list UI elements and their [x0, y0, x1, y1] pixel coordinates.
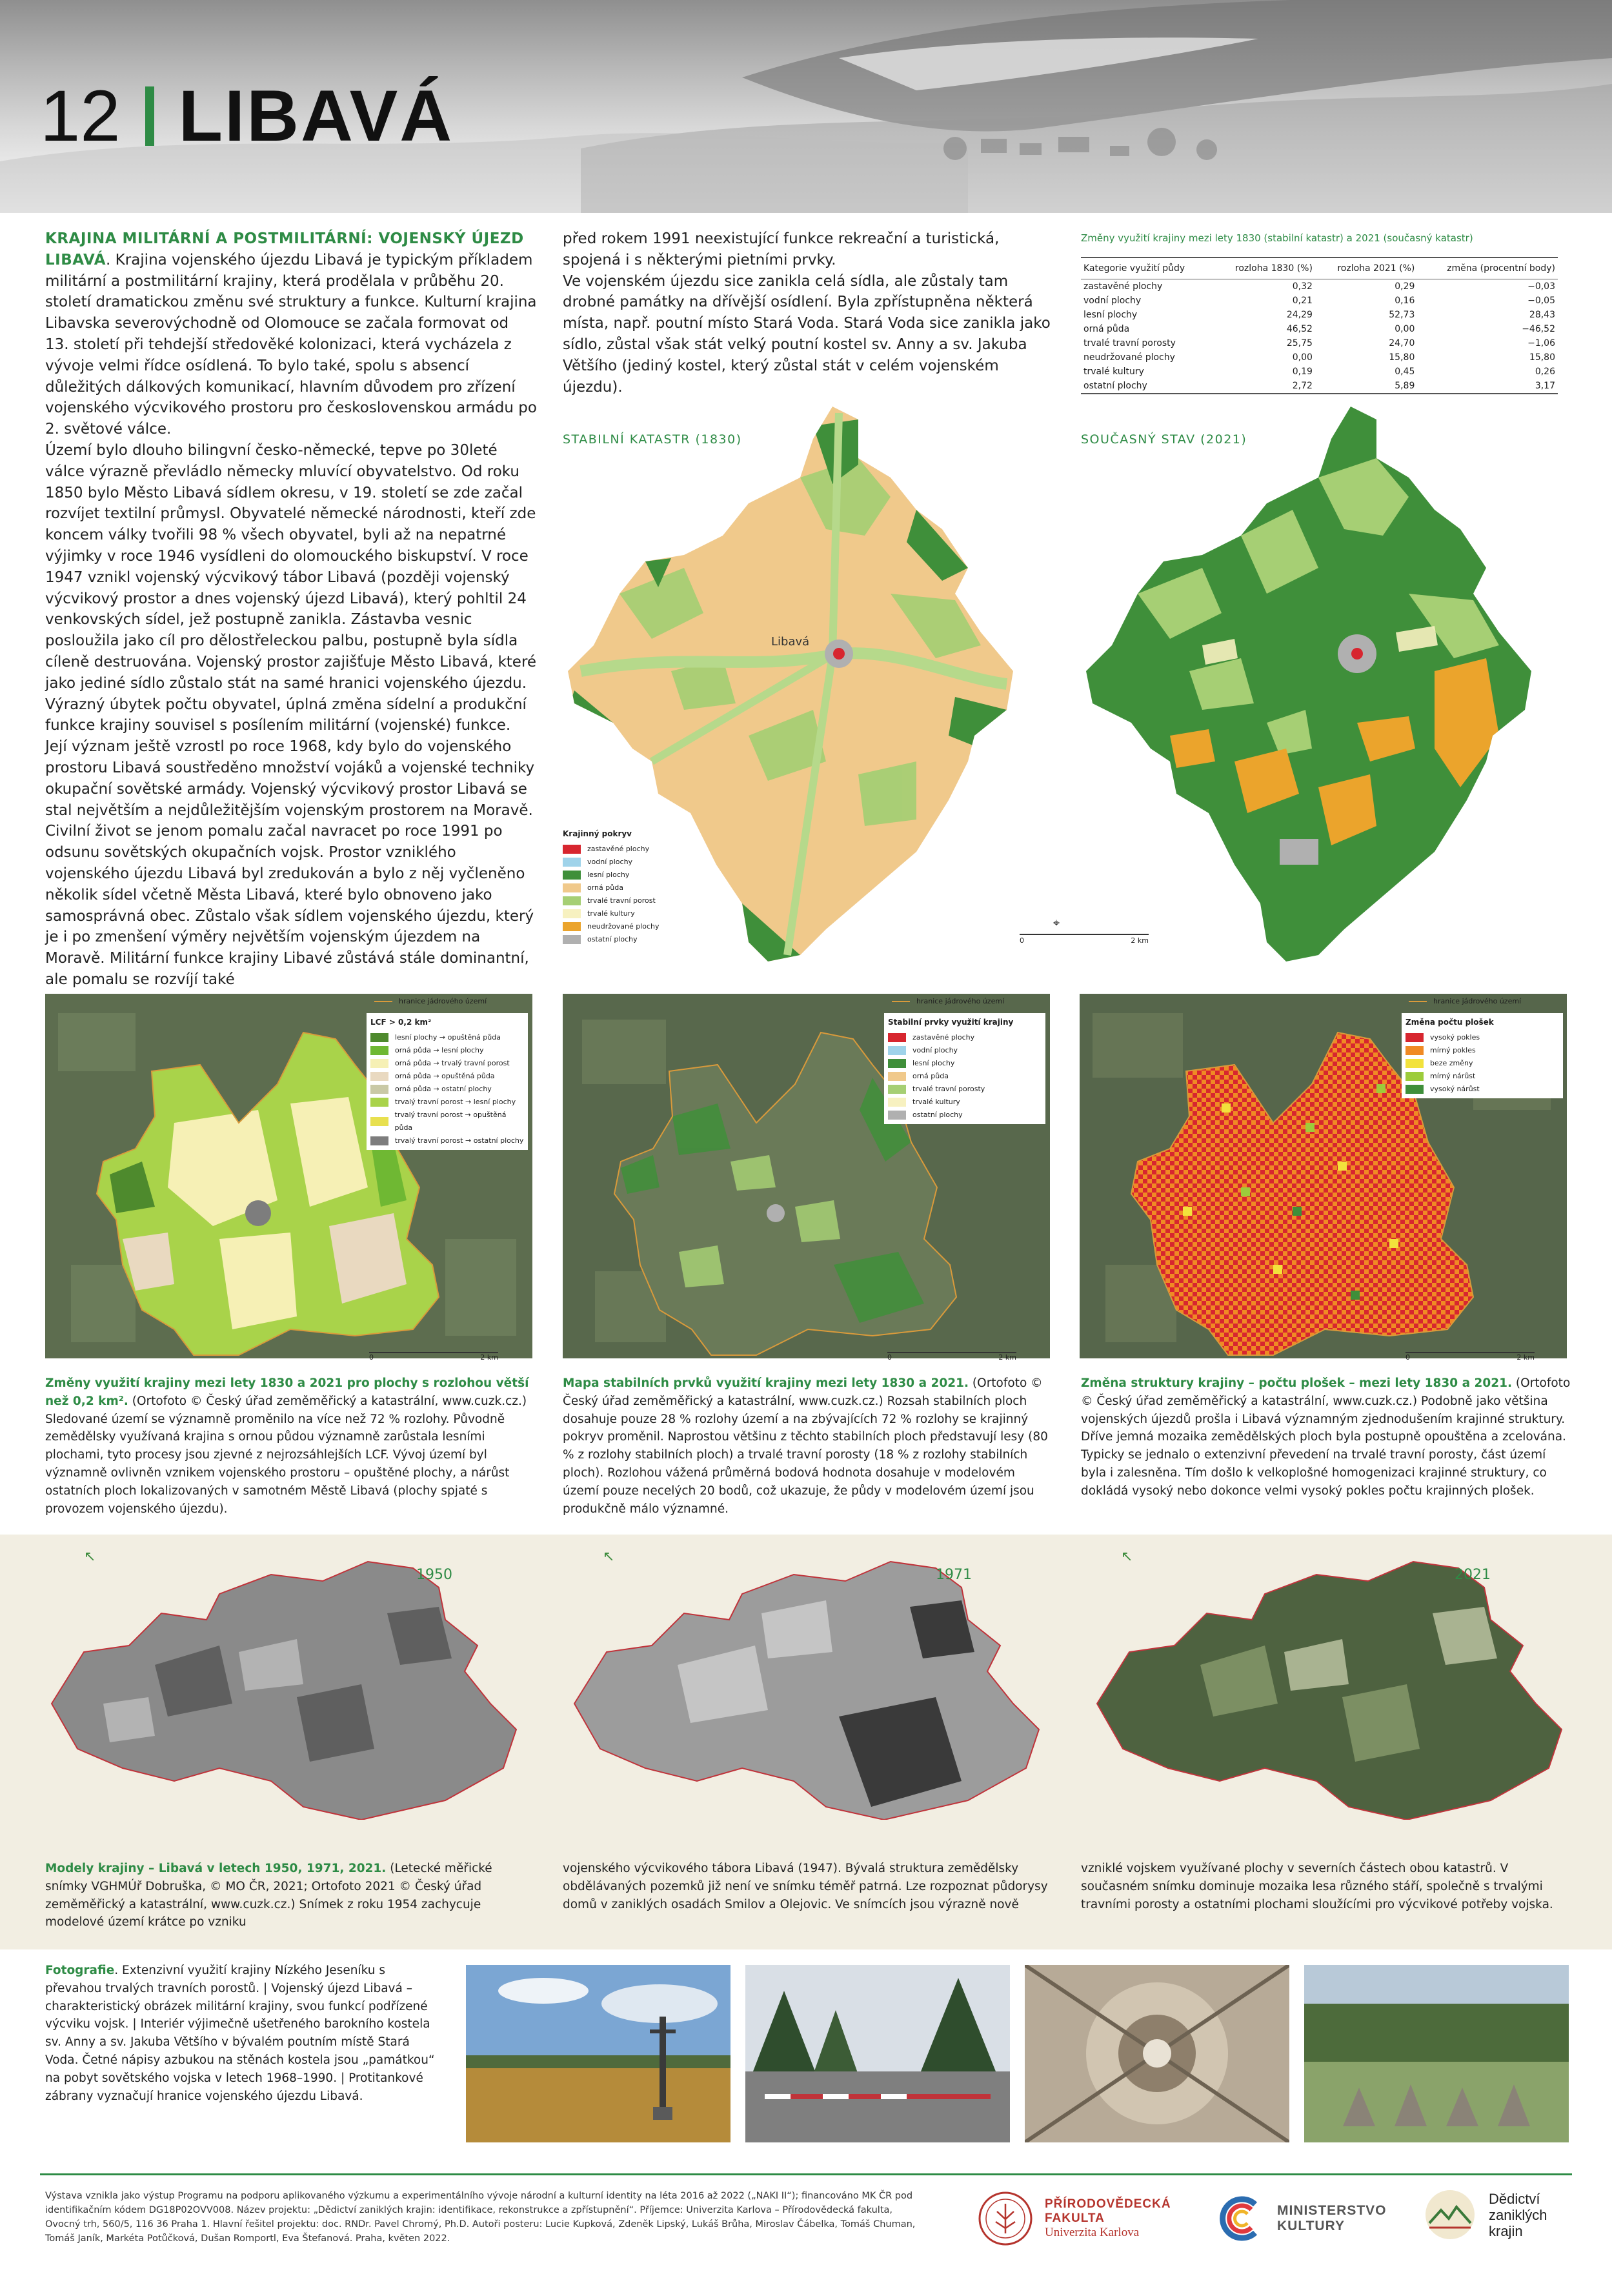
legend-label: trvalý travní porost → opuštěná půda [394, 1111, 507, 1132]
caption-title: Modely krajiny – Libavá v letech 1950, 1971, 2021. [45, 1862, 387, 1875]
caption-lcf [45, 1375, 537, 1518]
legend-swatch [370, 1046, 388, 1055]
table-cell: ostatní plochy [1081, 379, 1213, 394]
orientation-icon: ↖ [603, 1549, 615, 1565]
legend-swatch [370, 1098, 388, 1107]
legend-item [1405, 1057, 1559, 1070]
table-row [1081, 308, 1558, 322]
legend-item [370, 1083, 524, 1096]
legend-swatch [1405, 1085, 1424, 1094]
table-cell: −46,52 [1522, 324, 1555, 334]
table-cell: orná půda [1083, 324, 1130, 334]
legend-label: lesní plochy [912, 1059, 955, 1067]
legend-label: mírný pokles [1430, 1046, 1476, 1054]
legend-swatch [563, 858, 581, 867]
legend-item [370, 1070, 524, 1083]
legend-label: orná půda → lesní plochy [395, 1046, 484, 1054]
model-2021 [1097, 1562, 1562, 1820]
caption-title: Změna struktury krajiny – počtu plošek – mezi lety 1830 a 2021. [1081, 1376, 1513, 1390]
logo2-line: MINISTERSTVO [1277, 2203, 1387, 2218]
project-logo-icon [1423, 2188, 1477, 2242]
logo1-line: FAKULTA [1045, 2211, 1105, 2225]
table-cell: 0,26 [1535, 367, 1555, 377]
scale-end: 2 km [1131, 936, 1149, 945]
table-cell: neudržované plochy [1083, 352, 1175, 363]
landuse-table [1081, 257, 1558, 394]
table-cell: 0,29 [1395, 281, 1415, 292]
legend-label: lesní plochy → opuštěná půda [395, 1033, 501, 1042]
landuse-table-block [1081, 232, 1565, 394]
poster-title [40, 77, 454, 155]
title-divider [145, 86, 154, 146]
caption-title: Změny využití krajiny mezi lety 1830 a 2021 pro plochy s rozlohou větší než 0,2 km². [45, 1376, 529, 1408]
table-cell: 24,70 [1389, 338, 1415, 348]
table-cell: 15,80 [1389, 352, 1415, 363]
table-cell: 2,72 [1213, 379, 1315, 394]
table-cell: trvalé kultury [1083, 367, 1144, 377]
table-header: rozloha 2021 (%) [1315, 257, 1417, 279]
legend-label: trvalé kultury [912, 1098, 960, 1106]
legend-swatch [1405, 1072, 1424, 1081]
legend-swatch [1405, 1046, 1424, 1055]
orientation-icon: ↖ [84, 1549, 96, 1565]
legend-item [888, 1070, 1042, 1083]
logo-ministerstvo-kultury [1216, 2194, 1387, 2243]
table-title: Změny využití krajiny mezi lety 1830 (stabilní katastr) a 2021 (současný katastr) [1081, 232, 1473, 244]
footer-credits: Výstava vznikla jako výstup Programu na podporu aplikovaného výzkumu a experimentálního vývoje národní a kulturní identity na léta 2016 až 2022 („NAKI II“); financováno MK ČR pod identifikačním kódem DG18P02OVV008. Název projektu: „Dědictví zaniklých krajin: identifikace, rekonstrukce a zpřístupnění“. Příjemce: Univerzita Karlova – Přírodovědecká fakulta, Ovocný trh, 560/5, 116 36 Praha 1. Hlavní řešitel projektu: doc. RNDr. Pavel Chromý, Ph.D. Autoři posteru: Lucie Kupková, Zdeněk Lipský, Lukáš Brůha, Miroslav Čábelka, Tomáš Chuman, Tomáš Janík, Markéta Potůčková, Dušan Romportl, Eva Štefanová. Praha, květen 2022. [45, 2191, 916, 2244]
caption-text: (Ortofoto © Český úřad zeměměřický a katastrální, www.cuzk.cz.) Podobně jako většina vojenských újezdů prošla i Libavá významným zjednodušením krajinné struktury. Dříve jemná mozaika zemědělských ploch byla postupně opouštěna a zcelována. Typicky se jednalo o extenzivní převedení na trvalé travní porosty, část území byla i zalesněna. Tím došlo k velkoplošné homogenizaci krajinné struktury, co dokládá vysoký nebo dokonce velmi vysoký pokles počtu krajinných plošek. [1081, 1376, 1571, 1498]
caption-text: (Ortofoto © Český úřad zeměměřický a katastrální, www.cuzk.cz.) Rozsah stabilních ploch dosahuje pouze 28 % rozlohy území a na zbývajících 72 % rozlohy se krajinný pokryv proměnil. Naprostou většinu z těchto stabilních ploch představují lesy (80 % z rozlohy stabilních ploch) a trvalé travní porosty (18 % z rozlohy stabilních ploch). Rozlohou vážená průměrná bodová hodnota dosahuje v modelovém území pouze necelých 20 bodů, což ukazuje, že půdy v modelovém území jsou produkčně málo významné. [563, 1376, 1048, 1516]
legend-label: trvalý travní porost → lesní plochy [395, 1098, 516, 1106]
legend-swatch [563, 909, 581, 918]
legend-swatch [888, 1085, 906, 1094]
caption-title: Fotografie [45, 1964, 115, 1977]
caption-models-2: vojenského výcvikového tábora Libavá (1947). Bývalá struktura zemědělsky obdělávaných pozemků již není ve snímku téměř patrná. Lze rozpoznat půdorysy domů v zaniklých osadách Smilov a Olejovic. Ve snímcích jsou výrazně nově [563, 1862, 1048, 1911]
photo-antitank-barriers [1304, 1965, 1569, 2142]
legend-item [370, 1044, 524, 1057]
legend-title: Krajinný pokryv [563, 829, 632, 838]
logo-dedictvi-zaniklych-krajin [1423, 2188, 1547, 2242]
intro-paragraph-5: Ve vojenském újezdu sice zanikla celá sídla, ale zůstaly tam drobné památky na dřívější osídlení. Byla zpřístupněna některá místa, např. poutní místo Stará Voda. Stará Voda sice zanikla jako sídlo, zůstal však stát velký poutní kostel sv. Anny a sv. Jakuba Většího (jediný kostel, který zůstal stát v celém vojenském újezdu). [563, 272, 1051, 396]
logo3-text [1489, 2191, 1547, 2239]
legend-label: orná půda → ostatní plochy [395, 1085, 492, 1093]
map-label-1830: STABILNÍ KATASTR (1830) [563, 432, 742, 447]
boundary-text: hranice jádrového území [1433, 997, 1522, 1005]
map-scale-top [1020, 916, 1213, 945]
poster-number: 12 [40, 76, 121, 156]
legend-label: orná půda [912, 1072, 949, 1080]
logo3-line: krajin [1489, 2222, 1523, 2239]
table-cell: 15,80 [1529, 352, 1555, 363]
table-cell: vodní plochy [1083, 296, 1142, 306]
boundary-text: hranice jádrového území [916, 997, 1005, 1005]
table-cell: 52,73 [1389, 310, 1415, 320]
north-arrow-icon: ⌖ [1053, 916, 1060, 930]
legend-swatch [563, 922, 581, 931]
table-row [1081, 336, 1558, 350]
year-label-1971: 1971 [936, 1567, 972, 1583]
ministry-logo-icon [1216, 2194, 1265, 2243]
legend-item [563, 843, 730, 856]
table-row [1081, 294, 1558, 308]
legend-item [563, 894, 730, 907]
legend-label: ostatní plochy [912, 1111, 963, 1119]
table-body [1081, 279, 1558, 394]
legend-label: trvalé travní porost [587, 896, 656, 905]
legend-label: vysoký nárůst [1430, 1085, 1480, 1093]
legend-label: mírný nárůst [1430, 1072, 1476, 1080]
table-row [1081, 322, 1558, 336]
caption-text: (Letecké měřické snímky VGHMÚř Dobruška, © MO ČR, 2021; Ortofoto 2021 © Český úřad zeměměřický a katastrální, www.cuzk.cz.) Snímek z roku 1954 zachycuje modelové území krátce po vzniku [45, 1862, 492, 1929]
logo2-text [1277, 2203, 1387, 2234]
table-row [1081, 365, 1558, 379]
legend-swatch [888, 1072, 906, 1081]
model-1950 [52, 1562, 516, 1820]
footer-divider [40, 2173, 1572, 2175]
caption-patches [1081, 1375, 1573, 1500]
legend-swatch [370, 1072, 388, 1081]
caption-text: . Extenzivní využití krajiny Nízkého Jeseníku s převahou trvalých travních porostů. | Vojenský újezd Libavá – charakteristický obrázek militární krajiny, svou funkcí podřízené výcviku vojsk. | Interiér výjimečně ušetřeného barokního kostela sv. Anny a sv. Jakuba Většího v bývalém poutním místě Stará Voda. Četné nápisy azbukou na stěnách kostela jsou „památkou“ na pobyt sovětského vojska v letech 1968–1990. | Protitankové zábrany vyznačují hranice vojenského újezdu Libavá. [45, 1964, 435, 2103]
legend-swatch [563, 883, 581, 892]
scale-end: 2 km [998, 1353, 1016, 1362]
logo3-line: zaniklých [1489, 2206, 1547, 2223]
legend-swatch [888, 1098, 906, 1107]
legend-item [370, 1057, 524, 1070]
scale-end: 2 km [1516, 1353, 1535, 1362]
logo2-line: KULTURY [1277, 2219, 1345, 2233]
landscape-models [26, 1536, 1587, 1820]
legend-title: Stabilní prvky využití krajiny [888, 1018, 1014, 1027]
photo-military-gate [745, 1965, 1010, 2142]
legend-item [1405, 1031, 1559, 1044]
legend-item [563, 920, 730, 933]
table-cell: 0,19 [1292, 367, 1313, 377]
legend-item [563, 933, 730, 946]
table-row [1081, 279, 1558, 294]
scale-start: 0 [1020, 936, 1024, 945]
legend-item [370, 1031, 524, 1044]
table-header: rozloha 1830 (%) [1213, 257, 1315, 279]
legend-label: trvalé travní porosty [912, 1085, 985, 1093]
legend-patches [1402, 1013, 1563, 1098]
scale-start: 0 [369, 1353, 374, 1362]
table-header: Kategorie využití půdy [1081, 257, 1213, 279]
boundary-label-2 [892, 995, 1047, 1008]
boundary-text: hranice jádrového území [399, 997, 487, 1005]
legend-lcf [367, 1013, 528, 1150]
legend-swatch [370, 1085, 388, 1094]
legend-stable [884, 1013, 1045, 1124]
legend-item [563, 869, 730, 881]
boundary-label-1 [374, 995, 529, 1008]
intro-column-1 [45, 228, 537, 991]
logo-prirodovedecka-fakulta [978, 2191, 1171, 2246]
legend-title: Změna počtu plošek [1405, 1018, 1494, 1027]
legend-label: zastavěné plochy [587, 845, 650, 853]
legend-label: lesní plochy [587, 871, 630, 879]
legend-item [563, 881, 730, 894]
legend-label: trvalý travní porost → ostatní plochy [395, 1136, 524, 1145]
year-label-2021: 2021 [1455, 1567, 1491, 1583]
legend-land-cover [563, 827, 730, 946]
town-label: Libavá [771, 635, 810, 649]
legend-item [888, 1083, 1042, 1096]
scale-start: 0 [887, 1353, 892, 1362]
scale-mid-3 [1405, 1352, 1535, 1362]
logo3-line: Dědictví [1489, 2190, 1540, 2207]
table-cell: 24,29 [1286, 310, 1313, 320]
table-cell: zastavěné plochy [1083, 281, 1163, 292]
legend-swatch [370, 1059, 388, 1068]
legend-label: orná půda [587, 883, 623, 892]
table-cell: 28,43 [1529, 310, 1555, 320]
intro-heading: KRAJINA MILITÁRNÍ A POSTMILITÁRNÍ: VOJENSKÝ ÚJEZD LIBAVÁ [45, 230, 524, 268]
caption-title: Mapa stabilních prvků využití krajiny mezi lety 1830 a 2021. [563, 1376, 969, 1390]
scale-start: 0 [1405, 1353, 1410, 1362]
table-header: změna (procentní body) [1417, 257, 1558, 279]
table-row [1081, 379, 1558, 394]
legend-swatch [370, 1033, 388, 1042]
legend-item [888, 1057, 1042, 1070]
legend-swatch [563, 896, 581, 905]
table-cell: 46,52 [1286, 324, 1313, 334]
table-cell: 0,21 [1292, 296, 1313, 306]
table-cell: 0,00 [1292, 352, 1313, 363]
table-cell: 25,75 [1286, 338, 1313, 348]
legend-swatch [888, 1111, 906, 1120]
caption-models-1 [45, 1860, 537, 1931]
caption-text: (Ortofoto © Český úřad zeměměřický a katastrální, www.cuzk.cz.) Sledované území se významně proměnilo na více než 72 % rozlohy. Původně zemědělsky využívaná krajina s ornou půdou významně zarůstala lesními plochami, tyto procesy jsou zjevné z nejrozsáhlejších LCF. Vývoj území byl významně ovlivněn vznikem vojenského prostoru – opuštěné plochy, a nárůst ostatních ploch lokalizovaných v samotném Městě Libavá (plochy spjaté s provozem vojenského újezdu). [45, 1394, 527, 1516]
legend-label: vodní plochy [912, 1046, 958, 1054]
legend-label: ostatní plochy [587, 935, 638, 943]
intro-paragraph-3: Civilní život se jenom pomalu začal navracet po roce 1991 po odsunu sovětských okupačních vojsk. Prostor vzniklého vojenského újezdu Libavá byl zredukován a bylo z něj vyčleněno několik sídel včetně Města Libavá, které bylo obnoveno jako samosprávná obec. Zůstalo však sídlem vojenského újezdu, který je i po zmenšení výměry největším vojenským újezdem na Moravě. Militární funkce krajiny Libavé zůstává stále dominantní, ale pomalu se rozvíjí také [45, 823, 534, 988]
table-row [1081, 350, 1558, 365]
legend-item [370, 1134, 524, 1147]
orientation-icon: ↖ [1121, 1549, 1133, 1565]
legend-item [563, 907, 730, 920]
boundary-label-3 [1409, 995, 1564, 1008]
table-cell: lesní plochy [1083, 310, 1138, 320]
table-cell: 0,00 [1395, 324, 1415, 334]
legend-label: zastavěné plochy [912, 1033, 975, 1042]
table-cell: −1,06 [1527, 338, 1555, 348]
map-current-state-2021 [1073, 400, 1577, 968]
logo1-line: Univerzita Karlova [1045, 2226, 1140, 2239]
legend-swatch [1405, 1059, 1424, 1068]
legend-swatch [888, 1046, 906, 1055]
legend-swatch [563, 871, 581, 880]
legend-swatch [888, 1033, 906, 1042]
caption-stable [563, 1375, 1054, 1518]
table-cell: 0,32 [1292, 281, 1313, 292]
legend-swatch [563, 935, 581, 944]
university-seal-icon [978, 2191, 1033, 2246]
table-cell: −0,05 [1527, 296, 1555, 306]
logo1-text [1045, 2197, 1171, 2240]
legend-item [563, 856, 730, 869]
intro-column-2 [563, 228, 1060, 398]
legend-label: beze změny [1430, 1059, 1473, 1067]
table-cell: trvalé travní porosty [1083, 338, 1176, 348]
legend-label: trvalé kultury [587, 909, 635, 918]
legend-swatch [888, 1059, 906, 1068]
legend-item [888, 1031, 1042, 1044]
intro-lead: . Krajina vojenského újezdu Libavá je typickým příkladem militární a postmilitární krajiny, která prodělala v průběhu 20. století dramatickou změnu své struktury a funkce. Kulturní krajina Libavska severovýchodně od Olomouce se začala formovat od 13. století při tehdejší středověké kolonizaci, která vycházela z vývoje velmi řídce osídlená. To bylo také, spolu s absencí důležitých dálkových komunikací, hlavním důvodem pro zřízení vojenského výcvikového prostoru pro československou armádu po 2. světové válce. [45, 251, 537, 438]
model-1971 [574, 1562, 1039, 1820]
legend-item [1405, 1044, 1559, 1057]
photos-caption [45, 1962, 439, 2105]
legend-label: vysoký pokles [1430, 1033, 1480, 1042]
legend-item [888, 1109, 1042, 1122]
legend-title: LCF > 0,2 km² [370, 1018, 432, 1027]
legend-label: orná půda → trvalý travní porost [395, 1059, 510, 1067]
legend-swatch [370, 1136, 388, 1145]
photo-meadow-cross [466, 1965, 730, 2142]
table-cell: 5,89 [1315, 379, 1417, 394]
legend-item [1405, 1070, 1559, 1083]
table-cell: −0,03 [1527, 281, 1555, 292]
intro-paragraph-4: před rokem 1991 neexistující funkce rekreační a turistická, spojená i s některými pietními prvky. [563, 230, 1000, 268]
legend-item [370, 1109, 524, 1134]
legend-swatch [370, 1117, 388, 1126]
table-cell: 0,45 [1395, 367, 1415, 377]
legend-item [370, 1096, 524, 1109]
photo-church-interior [1025, 1965, 1289, 2142]
legend-item [1405, 1083, 1559, 1096]
scale-end: 2 km [480, 1353, 498, 1362]
intro-paragraph-1 [45, 228, 537, 440]
scale-mid-1 [369, 1352, 498, 1362]
legend-label: vodní plochy [587, 858, 633, 866]
map-label-2021: SOUČASNÝ STAV (2021) [1081, 432, 1247, 447]
legend-label: neudržované plochy [587, 922, 660, 931]
legend-swatch [1405, 1033, 1424, 1042]
table-cell: 0,16 [1395, 296, 1415, 306]
scale-mid-2 [887, 1352, 1016, 1362]
table-cell: 3,17 [1417, 379, 1558, 394]
intro-paragraph-2: Území bylo dlouho bilingvní česko-německé, tepve po 30leté válce výrazně převládlo německy mluvící obyvatelstvo. Od roku 1850 bylo Město Libavá sídlem okresu, v 19. století se zde začal rozvíjet textilní průmysl. Obyvatelé německé národnosti, kteří zde koncem války tvořili 98 % všech obyvatel, byli až na nepatrné výjimky v roce 1946 vysídleni do olomouckého biskupství. V roce 1947 vznikl vojenský výcvikový tábor Libavá (později vojenský výcvikový prostor a dnes vojenský újezd Libavá), který pohltil 24 venkovských sídel, jež postupně zanikla. Zástavba vesnic posloužila jako cíl pro dělostřeleckou palbu, postupně byla sídla cíleně destruována. Vojenský prostor zajišťuje Město Libavá, které jako jediné sídlo zůstalo stát na samé hranici vojenského újezdu. Výrazný úbytek počtu obyvatel, úplná změna sídelní a produkční funkce krajiny souvisel s posílením militární (vojenské) funkce. Její význam ještě vzrostl po roce 1968, kdy bylo do vojenského prostoru Libavá soustředěno množství vojáků a vojenské techniky okupační sovětské armády. Vojenský výcvikový prostor Libavá se stal největším a nejdůležitějším vojenským prostorem na Moravě. [45, 441, 537, 819]
year-label-1950: 1950 [416, 1567, 452, 1583]
legend-item [888, 1096, 1042, 1109]
caption-models-3: vzniklé vojskem využívané plochy v severních částech obou katastrů. V současném snímku dominuje mozaika lesa různého stáří, společně s trvalými travními porosty a ostatními plochami sloužícími pro výcvikové potřeby vojska. [1081, 1862, 1553, 1911]
poster-heading: LIBAVÁ [178, 76, 454, 156]
legend-item [888, 1044, 1042, 1057]
legend-swatch [563, 845, 581, 854]
legend-label: orná půda → opuštěná půda [395, 1072, 495, 1080]
logo1-line: PŘÍRODOVĚDECKÁ [1045, 2197, 1171, 2211]
